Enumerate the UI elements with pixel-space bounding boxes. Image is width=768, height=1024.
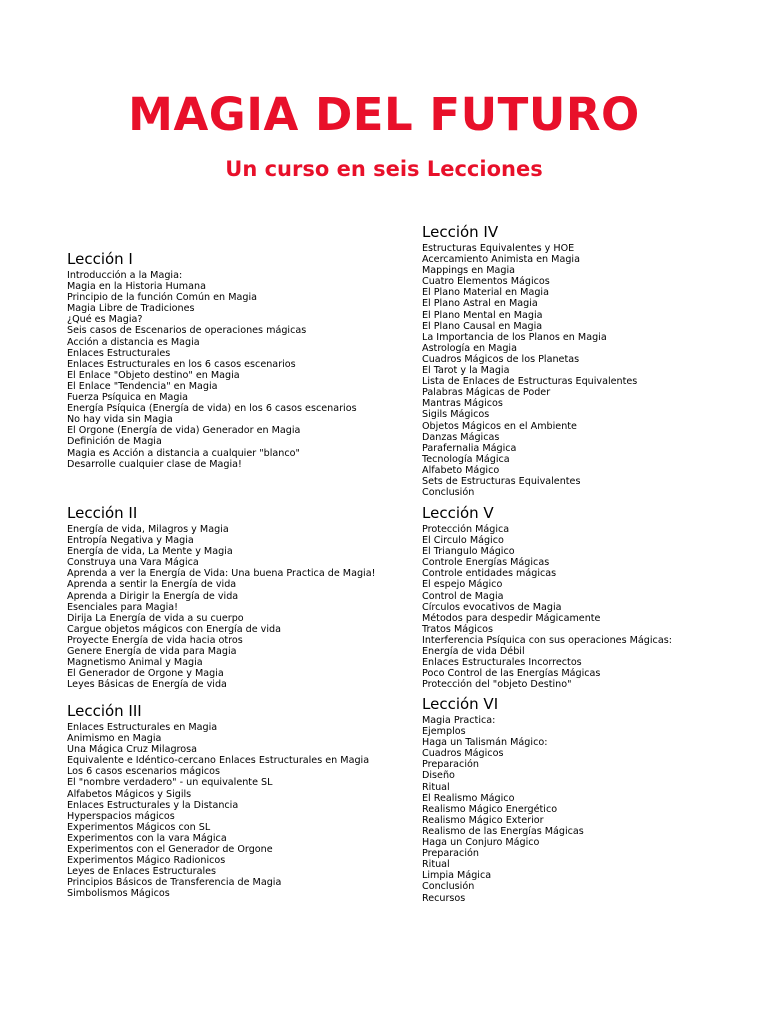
topic-item: Interferencia Psíquica con sus operaciones Mágicas: [422,634,672,646]
topic-item: Tratos Mágicos [422,623,494,635]
topic-item: Enlaces Estructurales en los 6 casos escenarios [67,358,296,370]
topic-item: Mantras Mágicos [422,398,503,410]
topic-item: Ritual [422,781,450,793]
topic-item: El Tarot y la Magia [422,365,510,377]
topic-item: Lista de Enlaces de Estructuras Equivalentes [422,376,638,388]
topic-item: Alfabeto Mágico [422,464,500,476]
topic-item: Introducción a la Magia: [67,270,183,281]
topic-item: Realismo Mágico Exterior [422,814,544,826]
topic-item: Cuatro Elementos Mágicos [422,276,550,288]
topic-item: Enlaces Estructurales [67,347,171,359]
topic-item: Magia en la Historia Humana [67,281,206,293]
topic-item: Aprenda a ver la Energía de Vida: Una buena Practica de Magia! [67,568,376,580]
topic-item: Magia Practica: [422,715,496,726]
topic-item: Realismo Mágico Energético [422,803,558,815]
topic-item: Animismo en Magia [67,733,162,745]
topic-item: Control de Magia [422,590,504,602]
lesson-3-heading: Lección III [67,702,142,720]
lesson-2-topic-list [67,524,375,690]
topic-item: Experimentos Mágicos con SL [67,821,211,833]
topic-item: El "nombre verdadero" - un equivalente SL [67,777,273,789]
topic-item: Genere Energía de vida para Magia [67,646,237,658]
topic-item: Esenciales para Magia! [67,601,178,613]
topic-item: Protección Mágica [422,524,510,535]
topic-item: Enlaces Estructurales Incorrectos [422,657,582,669]
page-title: MAGIA DEL FUTURO [128,88,640,141]
topic-item: ¿Qué es Magia? [67,314,143,326]
topic-item: Magia es Acción a distancia a cualquier "blanco" [67,447,300,459]
topic-item: Aprenda a sentir la Energía de vida [67,579,237,591]
topic-item: El Generador de Orgone y Magia [67,668,224,680]
topic-item: Energía de vida, Milagros y Magia [67,524,229,535]
topic-item: El Plano Mental en Magia [422,309,543,321]
topic-item: Conclusión [422,881,475,893]
lesson-3-section [67,702,369,900]
topic-item: Simbolismos Mágicos [67,888,170,900]
topic-item: Entropía Negativa y Magia [67,535,194,547]
topic-item: Aprenda a Dirigir la Energía de vida [67,590,239,602]
topic-item: Danzas Mágicas [422,431,500,443]
topic-item: Preparación [422,848,479,860]
topic-item: Controle Energías Mágicas [422,557,550,569]
topic-item: El Realismo Mágico [422,792,515,804]
lesson-5-topic-list [422,524,672,690]
page-subtitle: Un curso en seis Lecciones [225,157,543,181]
lesson-5-section [422,504,672,690]
topic-item: Desarrolle cualquier clase de Magia! [67,458,242,470]
topic-item: Acercamiento Animista en Magia [422,254,580,266]
topic-item: Sigils Mágicos [422,409,490,421]
topic-item: El Enlace "Objeto destino" en Magia [67,369,240,381]
topic-item: Recursos [422,892,466,904]
topic-item: Protección del "objeto Destino" [422,679,572,691]
lesson-4-heading: Lección IV [422,223,499,241]
topic-item: Ritual [422,859,450,871]
topic-item: Estructuras Equivalentes y HOE [422,243,575,254]
lesson-6-section [422,695,584,904]
lesson-2-heading: Lección II [67,504,138,522]
topic-item: El Circulo Mágico [422,535,504,547]
topic-item: Enlaces Estructurales en Magia [67,722,218,733]
topic-item: Diseño [422,770,455,782]
topic-item: Seis casos de Escenarios de operaciones mágicas [67,325,307,337]
topic-item: Métodos para despedir Mágicamente [422,612,601,624]
topic-item: Definición de Magia [67,436,162,448]
topic-item: Conclusión [422,487,475,499]
topic-item: Haga un Conjuro Mágico [422,837,540,849]
topic-item: Poco Control de las Energías Mágicas [422,668,601,680]
topic-item: Ejemplos [422,726,466,738]
topic-item: Astrología en Magia [422,342,517,354]
topic-item: El espejo Mágico [422,579,503,591]
topic-item: Magia Libre de Tradiciones [67,303,195,315]
lesson-6-heading: Lección VI [422,695,499,713]
lesson-4-topic-list [422,243,637,498]
topic-item: Tecnología Mágica [422,453,510,465]
lesson-1-topic-list [67,270,357,470]
lesson-2-section [67,504,375,690]
topic-item: El Plano Astral en Magia [422,298,538,310]
topic-item: Fuerza Psíquica en Magia [67,392,189,404]
lesson-1-heading: Lección I [67,250,133,268]
topic-item: Preparación [422,759,479,771]
topic-item: Haga un Talismán Mágico: [422,737,548,749]
topic-item: Cuadros Mágicos de los Planetas [422,353,580,365]
topic-item: Cuadros Mágicos [422,748,504,760]
topic-item: Construya una Vara Mágica [67,557,199,569]
topic-item: Experimentos con el Generador de Orgone [67,844,273,856]
lesson-6-topic-list [422,715,584,904]
topic-item: El Plano Causal en Magia [422,320,543,332]
topic-item: Leyes Básicas de Energía de vida [67,679,227,691]
topic-item: Palabras Mágicas de Poder [422,387,551,399]
topic-item: Magnetismo Animal y Magia [67,657,203,669]
lesson-3-topic-list [67,722,369,900]
topic-item: El Plano Material en Magia [422,287,549,299]
topic-item: Sets de Estructuras Equivalentes [422,475,581,487]
topic-item: Círculos evocativos de Magia [422,601,562,613]
topic-item: Principio de la función Común en Magia [67,292,257,304]
topic-item: Parafernalia Mágica [422,442,517,454]
lesson-4-section [422,223,637,498]
topic-item: Energía de vida Débil [422,646,525,658]
topic-item: Proyecte Energía de vida hacia otros [67,634,243,646]
topic-item: No hay vida sin Magia [67,414,173,426]
topic-item: Una Mágica Cruz Milagrosa [67,744,198,756]
topic-item: Los 6 casos escenarios mágicos [67,766,221,778]
topic-item: Principios Básicos de Transferencia de Magia [67,877,282,889]
topic-item: Leyes de Enlaces Estructurales [67,866,217,878]
topic-item: Equivalente e Idéntico-cercano Enlaces Estructurales en Magia [67,755,370,767]
topic-item: Energía Psíquica (Energía de vida) en los 6 casos escenarios [67,403,357,415]
topic-item: Hyperspacios mágicos [67,810,175,822]
topic-item: Acción a distancia es Magia [67,336,200,348]
topic-item: Controle entidades mágicas [422,568,557,580]
topic-item: Experimentos con la vara Mágica [67,832,227,844]
topic-item: Mappings en Magia [422,265,516,277]
topic-item: Limpia Mágica [422,870,492,882]
topic-item: La Importancia de los Planos en Magia [422,331,607,343]
topic-item: El Orgone (Energía de vida) Generador en Magia [67,425,301,437]
lesson-1-section [67,250,357,470]
topic-item: El Triangulo Mágico [422,546,515,558]
topic-item: Enlaces Estructurales y la Distancia [67,799,239,811]
lesson-5-heading: Lección V [422,504,494,522]
topic-item: Dirija La Energía de vida a su cuerpo [67,612,244,624]
topic-item: Realismo de las Energías Mágicas [422,825,584,837]
topic-item: Alfabetos Mágicos y Sigils [67,788,192,800]
topic-item: Experimentos Mágico Radionicos [67,855,226,867]
topic-item: Energía de vida, La Mente y Magia [67,546,233,558]
topic-item: El Enlace "Tendencia" en Magia [67,380,218,392]
topic-item: Objetos Mágicos en el Ambiente [422,420,577,432]
topic-item: Cargue objetos mágicos con Energía de vida [67,623,281,635]
